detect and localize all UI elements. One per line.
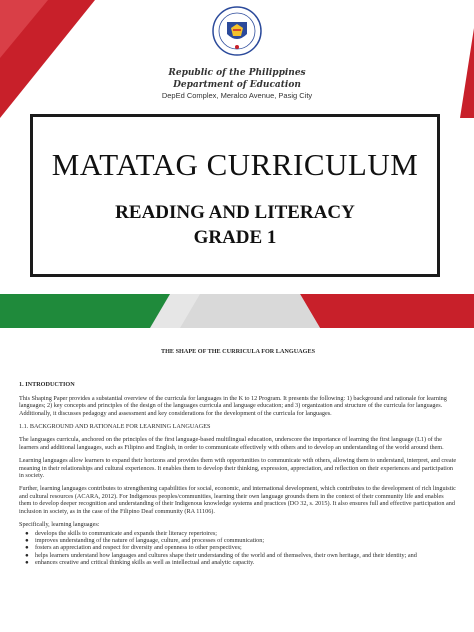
department-label: Department of Education (173, 80, 301, 90)
address-label: DepEd Complex, Meralco Avenue, Pasig City (161, 91, 313, 100)
document-body (19, 348, 457, 567)
cover-title-box (30, 114, 440, 277)
bullet-list (19, 530, 457, 567)
cover-subject: READING AND LITERACY (115, 202, 355, 223)
section-heading-background: 1.1. BACKGROUND AND RATIONALE FOR LEARNING LANGUAGES (19, 423, 211, 431)
paragraph: Further, learning languages contributes to strengthening capabilities for social, economic, and international development, which contributes to the development of rich linguistic and cultural resources (ACARA, 2012). For Indigenous peoples/communities, learning their own language grounds them in the context of their community life and enables them to develop deeper recognition and understanding of their Indigenous knowledge systems and practices (DO 32, s. 2015). It also ensures full and effective participation and inclusion in society, as in the case of the Filipino Deaf community (RA 11106). (19, 485, 456, 515)
bullet-icon: ● (25, 551, 29, 559)
list-intro: Specifically, learning languages: (19, 521, 100, 529)
paragraph: Learning languages allow learners to expand their horizons and provides them with opportunities to communicate with others, allowing them to understand, interpret, and create meaning in their relationships and cultural experiences. It enables them to develop their thinking, expression, appreciation, and reflection on their experiences and participation in society. (19, 457, 457, 480)
cover-grade: GRADE 1 (193, 227, 277, 248)
bullet-icon: ● (25, 529, 29, 537)
bullet-icon: ● (25, 559, 29, 567)
bullet-icon: ● (25, 544, 29, 552)
introduction-paragraph: This Shaping Paper provides a substantial overview of the curricula for languages in the K to 12 Program. It presents the following: 1) background and rationale for learning languages; 2) key concepts and principles of the design of the languages curricula and language education; and 3) organization and structure of the curricula for languages. Additionally, it discusses pedagogy and assessment and key considerations for the development of the curricula for languages. (19, 394, 447, 417)
list-item: ● develops the skills to communicate and expands their literacy repertoires; (25, 529, 217, 537)
list-item: ● enhances creative and critical thinking skills as well as intellectual and analytic capacity. (25, 559, 255, 567)
list-item: ● fosters an appreciation and respect for diversity and openness to other perspectives; (25, 544, 242, 552)
republic-label: Republic of the Philippines (168, 68, 306, 78)
cover-title: MATATAG CURRICULUM (51, 147, 419, 182)
decorative-band (0, 294, 474, 328)
deped-seal-icon (212, 6, 262, 56)
list-item: ● helps learners understand how languages and cultures shape their understanding of the world and of themselves, their own heritage, and their identity; and (25, 551, 417, 559)
corner-decoration-pink (0, 0, 48, 58)
list-item: ● improves understanding of the nature of language, culture, and processes of communication; (25, 536, 265, 544)
paragraph: The languages curricula, anchored on the principles of the first language-based multilingual education, underscore the importance of learning the first language (L1) of the learners and additional languages, such as Filipino and English, in order to communicate effectively with others and to develop an understanding of the world around them. (19, 436, 444, 451)
section-heading-introduction: 1. INTRODUCTION (19, 381, 75, 389)
bullet-icon: ● (25, 536, 29, 544)
shape-title: THE SHAPE OF THE CURRICULA FOR LANGUAGES (160, 348, 316, 355)
